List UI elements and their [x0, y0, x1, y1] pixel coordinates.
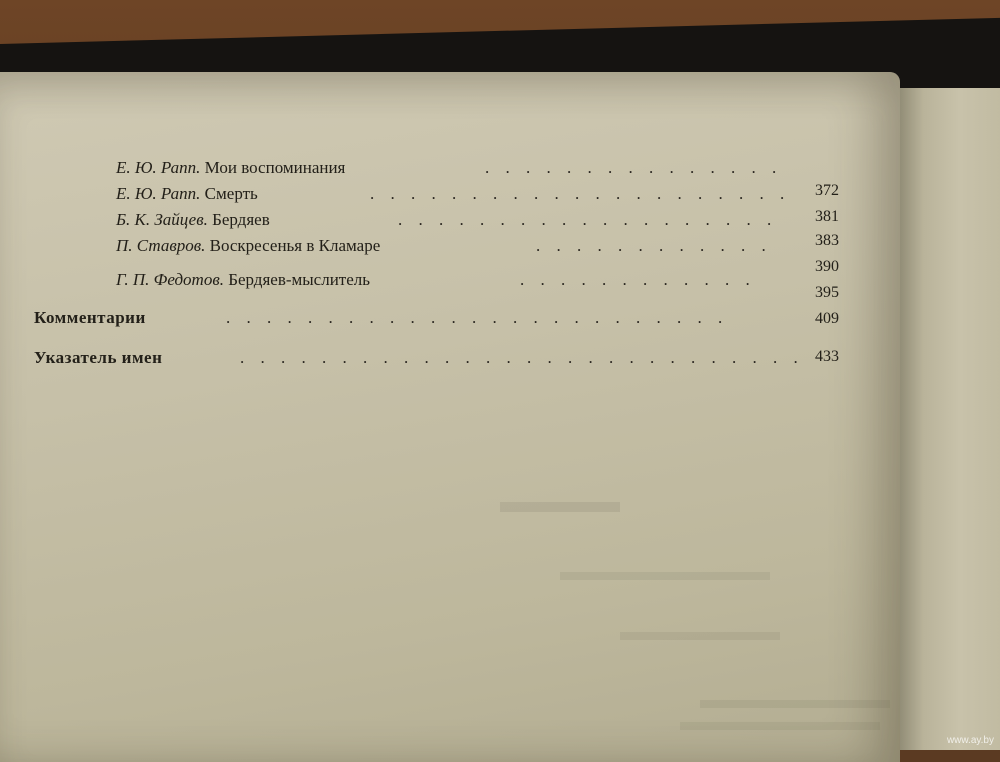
toc-entry-page: 390 [815, 258, 839, 275]
show-through-text [680, 722, 880, 730]
facing-page [898, 88, 1000, 750]
toc-entry-page: 381 [815, 208, 839, 225]
toc-entry-title: Мои воспоминания [204, 158, 346, 177]
toc-entry-title: Бердяев-мыслитель [228, 270, 371, 289]
toc-section-page: 433 [815, 348, 839, 365]
toc-entry-author: Б. К. Зайцев. [116, 210, 208, 229]
show-through-text [620, 632, 780, 640]
toc-entry-page: 395 [815, 284, 839, 301]
toc-section-page: 409 [815, 310, 839, 327]
toc-entry-author: Е. Ю. Рапп. [116, 184, 201, 203]
toc-entry [116, 210, 270, 230]
leader-dots: . . . . . . . . . . . . . . . [485, 158, 783, 177]
leader-dots: . . . . . . . . . . . . . . . . . . . . . . . . . [226, 308, 729, 327]
toc-entry-title: Смерть [204, 184, 258, 203]
book-page [0, 72, 900, 762]
toc-entry-page: 383 [815, 232, 839, 249]
table-of-contents [0, 72, 900, 522]
toc-entry-title: Бердяев [212, 210, 270, 229]
toc-entry-author: Г. П. Федотов. [116, 270, 224, 289]
toc-section-title: Комментарии [34, 308, 146, 327]
toc-entry [116, 236, 380, 256]
toc-entry-page: 372 [815, 182, 839, 199]
watermark: www.ay.by [946, 735, 994, 746]
show-through-text [500, 502, 620, 512]
show-through-text [560, 572, 770, 580]
toc-entry [116, 270, 370, 290]
toc-entry-author: Е. Ю. Рапп. [116, 158, 201, 177]
toc-section [34, 348, 162, 368]
toc-section [34, 308, 146, 328]
leader-dots: . . . . . . . . . . . . [520, 270, 756, 289]
leader-dots: . . . . . . . . . . . . . . . . . . . [398, 210, 778, 229]
leader-dots: . . . . . . . . . . . . . . . . . . . . . [370, 184, 791, 203]
leader-dots: . . . . . . . . . . . . . . . . . . . . . . . . . . . . [240, 348, 804, 367]
leader-dots: . . . . . . . . . . . . [536, 236, 772, 255]
show-through-text [700, 700, 890, 708]
toc-section-title: Указатель имен [34, 348, 163, 367]
toc-entry [116, 184, 258, 204]
toc-entry-author: П. Ставров. [116, 236, 206, 255]
toc-entry-title: Воскресенья в Кламаре [209, 236, 381, 255]
toc-entry [116, 158, 345, 178]
